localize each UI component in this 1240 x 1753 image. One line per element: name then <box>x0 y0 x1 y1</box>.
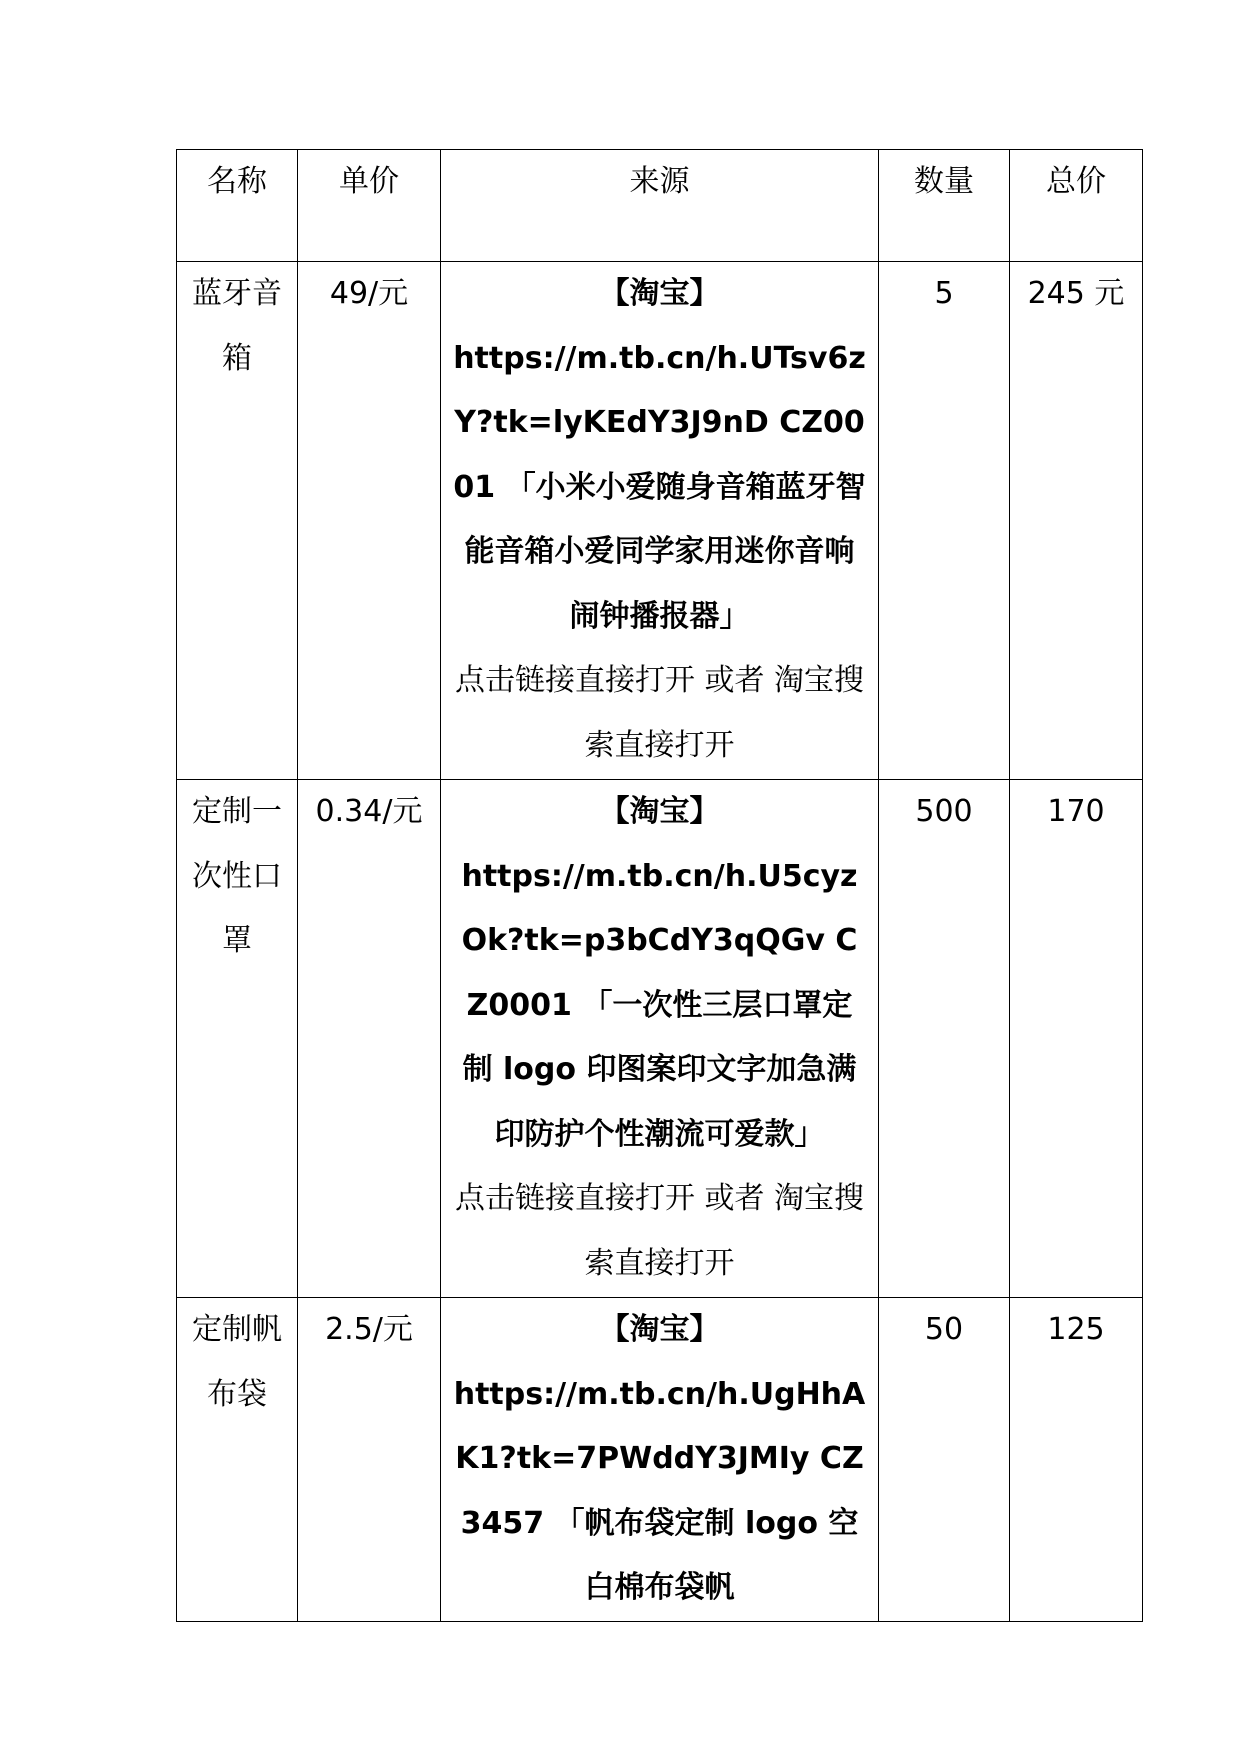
header-source: 来源 <box>441 150 879 262</box>
source-note: 点击链接直接打开 或者 淘宝搜索直接打开 <box>454 663 865 763</box>
source-link-text[interactable]: https://m.tb.cn/h.UgHhAK1?tk=7PWddY3JMIy CZ3457 「帆布袋定制 logo 空白棉布袋帆 <box>453 1376 866 1605</box>
cell-price: 2.5/元 <box>298 1298 441 1622</box>
cell-name: 定制帆布袋 <box>177 1298 298 1622</box>
cell-total: 245 元 <box>1010 262 1143 780</box>
cell-name: 定制一次性口罩 <box>177 780 298 1298</box>
cell-price: 0.34/元 <box>298 780 441 1298</box>
table-header-row <box>177 150 1143 262</box>
table-row <box>177 262 1143 780</box>
source-platform: 【淘宝】 <box>599 276 720 311</box>
table-row <box>177 1298 1143 1622</box>
source-note: 点击链接直接打开 或者 淘宝搜索直接打开 <box>454 1181 865 1281</box>
header-total: 总价 <box>1010 150 1143 262</box>
header-price: 单价 <box>298 150 441 262</box>
source-platform: 【淘宝】 <box>599 794 720 829</box>
cell-total: 170 <box>1010 780 1143 1298</box>
source-platform: 【淘宝】 <box>599 1312 720 1347</box>
cell-quantity: 500 <box>879 780 1010 1298</box>
cell-price: 49/元 <box>298 262 441 780</box>
source-link-text[interactable]: https://m.tb.cn/h.U5cyzOk?tk=p3bCdY3qQGv CZ0001 「一次性三层口罩定制 logo 印图案印文字加急满印防护个性潮流可爱款」 <box>461 858 858 1152</box>
table-row <box>177 780 1143 1298</box>
cell-source <box>441 780 879 1298</box>
source-link-text[interactable]: https://m.tb.cn/h.UTsv6zY?tk=lyKEdY3J9nD CZ0001 「小米小爱随身音箱蓝牙智能音箱小爱同学家用迷你音响闹钟播报器」 <box>453 340 866 634</box>
cell-quantity: 5 <box>879 262 1010 780</box>
cell-total: 125 <box>1010 1298 1143 1622</box>
cell-source <box>441 262 879 780</box>
cell-source <box>441 1298 879 1622</box>
items-table <box>176 149 1143 1622</box>
cell-name: 蓝牙音箱 <box>177 262 298 780</box>
cell-quantity: 50 <box>879 1298 1010 1622</box>
header-name: 名称 <box>177 150 298 262</box>
header-quantity: 数量 <box>879 150 1010 262</box>
